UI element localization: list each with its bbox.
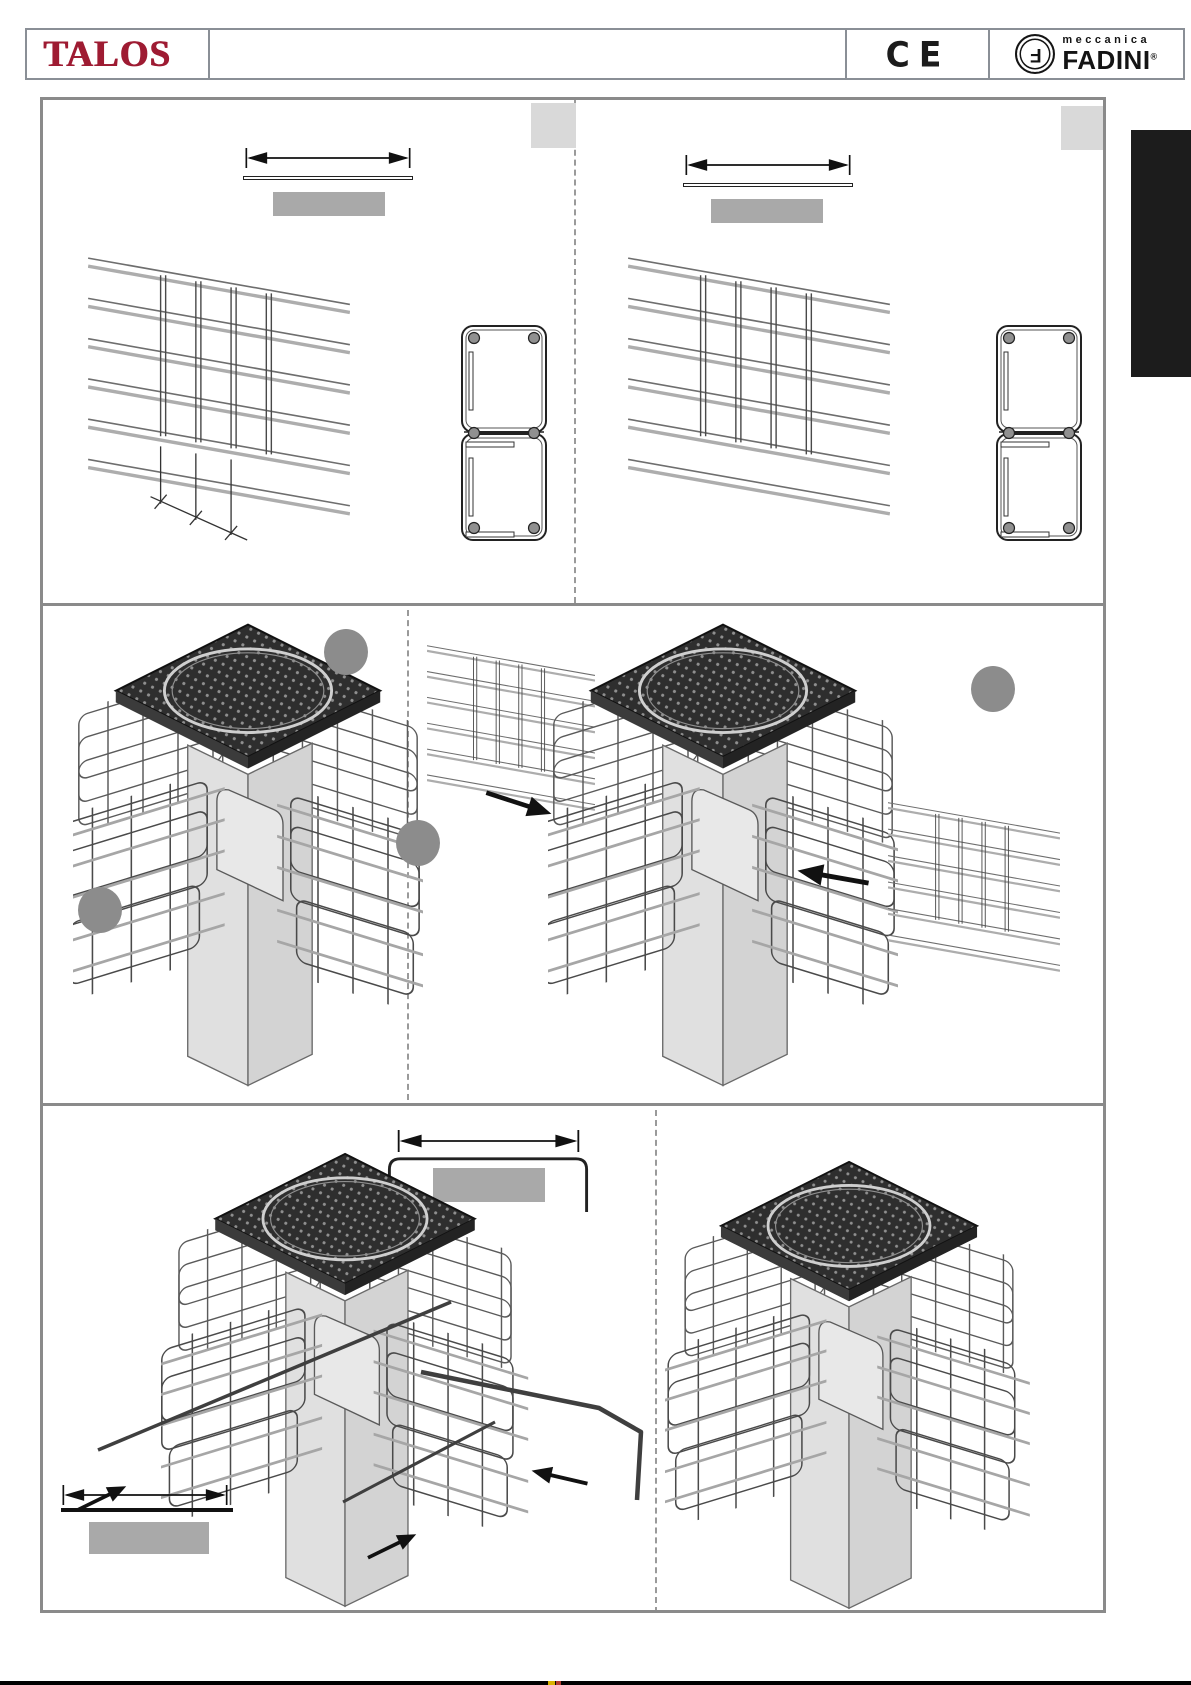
corner-marker-2 [1061, 106, 1105, 150]
dimension-arrow-ubar [386, 1130, 591, 1152]
section-divider-2 [43, 1103, 1103, 1106]
manufacturer-line2: FADINI® [1062, 45, 1158, 75]
mesh-b-edge-view [683, 183, 853, 187]
footer-accent-red [556, 1681, 561, 1685]
mesh-a-edge-view [243, 176, 413, 180]
section-divider-1 [43, 603, 1103, 606]
ubar-insert-arrow-icon [530, 1462, 590, 1492]
rebar-mesh-b-drawing [628, 240, 890, 542]
page-footer-bar [0, 1681, 1191, 1685]
fadini-logo [988, 28, 1185, 80]
section-tab-marker [1131, 130, 1191, 377]
insert-mesh-drawing-right [888, 770, 1060, 1010]
brand-box [25, 28, 211, 80]
dimension-arrow-mesh-a [243, 148, 413, 168]
fadini-monogram-icon: F [1029, 43, 1042, 65]
step-badge-1 [324, 629, 368, 675]
ce-box [845, 28, 991, 80]
label-placeholder-mesh-a [273, 192, 385, 216]
pit-assembly-complete [665, 1160, 1033, 1612]
pit-assembly-step-2 [548, 617, 898, 1095]
label-placeholder-tiebar [89, 1522, 209, 1554]
footer-accent-yellow [548, 1681, 555, 1685]
step-badge-4 [971, 666, 1015, 712]
registered-mark: ® [1150, 51, 1158, 62]
corner-marker-1 [531, 103, 576, 148]
fadini-roundel-icon [1015, 34, 1055, 74]
rebar-mesh-a-drawing [88, 240, 350, 542]
dashed-divider-top [574, 100, 576, 603]
stirrup-plan-view-b [993, 322, 1085, 544]
dimension-arrow-tiebar [59, 1485, 231, 1505]
assembly-diagram-frame [40, 97, 1106, 1613]
tiebar-profile-line [61, 1508, 233, 1512]
talos-logo: TALOS [43, 33, 171, 75]
document-title-box [208, 28, 848, 80]
step-badge-3 [396, 820, 440, 866]
manufacturer-line1: meccanica [1062, 34, 1151, 46]
tie-bar-arrow-2-icon [364, 1527, 419, 1565]
pit-assembly-step-1 [73, 617, 423, 1095]
label-placeholder-mesh-b [711, 199, 823, 223]
stirrup-plan-view-a [458, 322, 550, 544]
dimension-arrow-mesh-b [683, 155, 853, 175]
step-badge-2 [78, 887, 122, 933]
ce-mark-icon: CE [885, 33, 951, 75]
